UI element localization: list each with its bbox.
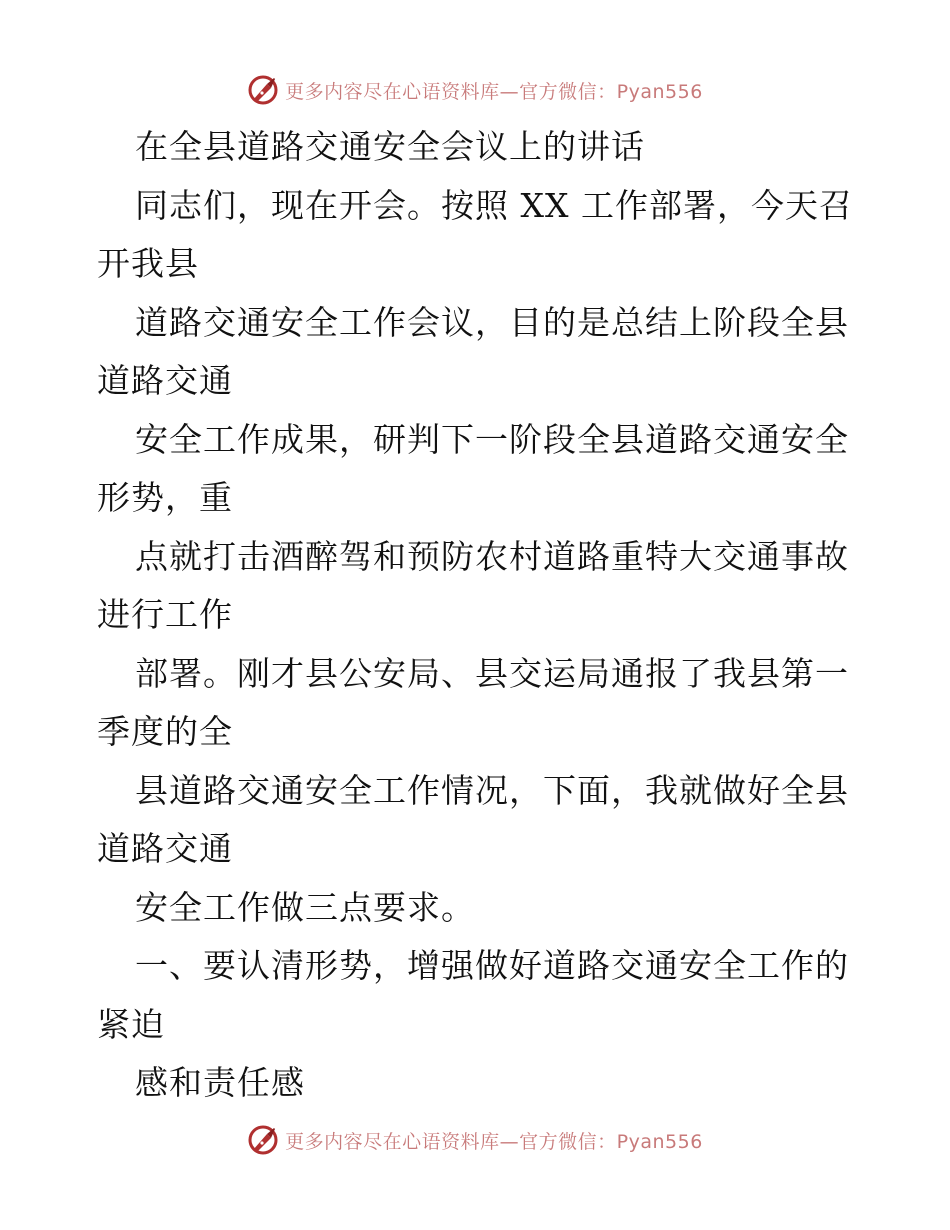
pen-nib-logo-icon [247,1124,279,1156]
footer-banner-text: 更多内容尽在心语资料库—官方微信：Pyan556 [285,1130,703,1153]
pen-nib-logo-icon [247,74,279,106]
paragraph: 安全工作成果，研判下一阶段全县道路交通安全形势，重 [97,419,849,517]
paragraph: 同志们，现在开会。按照 XX 工作部署，今天召开我县 [97,185,853,283]
paragraph: 部署。刚才县公安局、县交运局通报了我县第一季度的全 [97,653,849,751]
footer-banner [0,1120,950,1160]
header-banner-text: 更多内容尽在心语资料库—官方微信：Pyan556 [285,80,703,103]
header-banner [0,70,950,110]
paragraph: 安全工作做三点要求。 [135,887,475,927]
paragraph: 感和责任感 [135,1063,305,1102]
section-heading: 一、要认清形势，增强做好道路交通安全工作的紧迫 [97,946,849,1044]
document-title: 在全县道路交通安全会议上的讲话 [135,127,645,166]
paragraph: 点就打击酒醉驾和预防农村道路重特大交通事故进行工作 [97,536,849,634]
document-body [97,118,857,1113]
paragraph: 道路交通安全工作会议，目的是总结上阶段全县道路交通 [97,302,849,400]
paragraph: 县道路交通安全工作情况，下面，我就做好全县道路交通 [97,770,849,868]
